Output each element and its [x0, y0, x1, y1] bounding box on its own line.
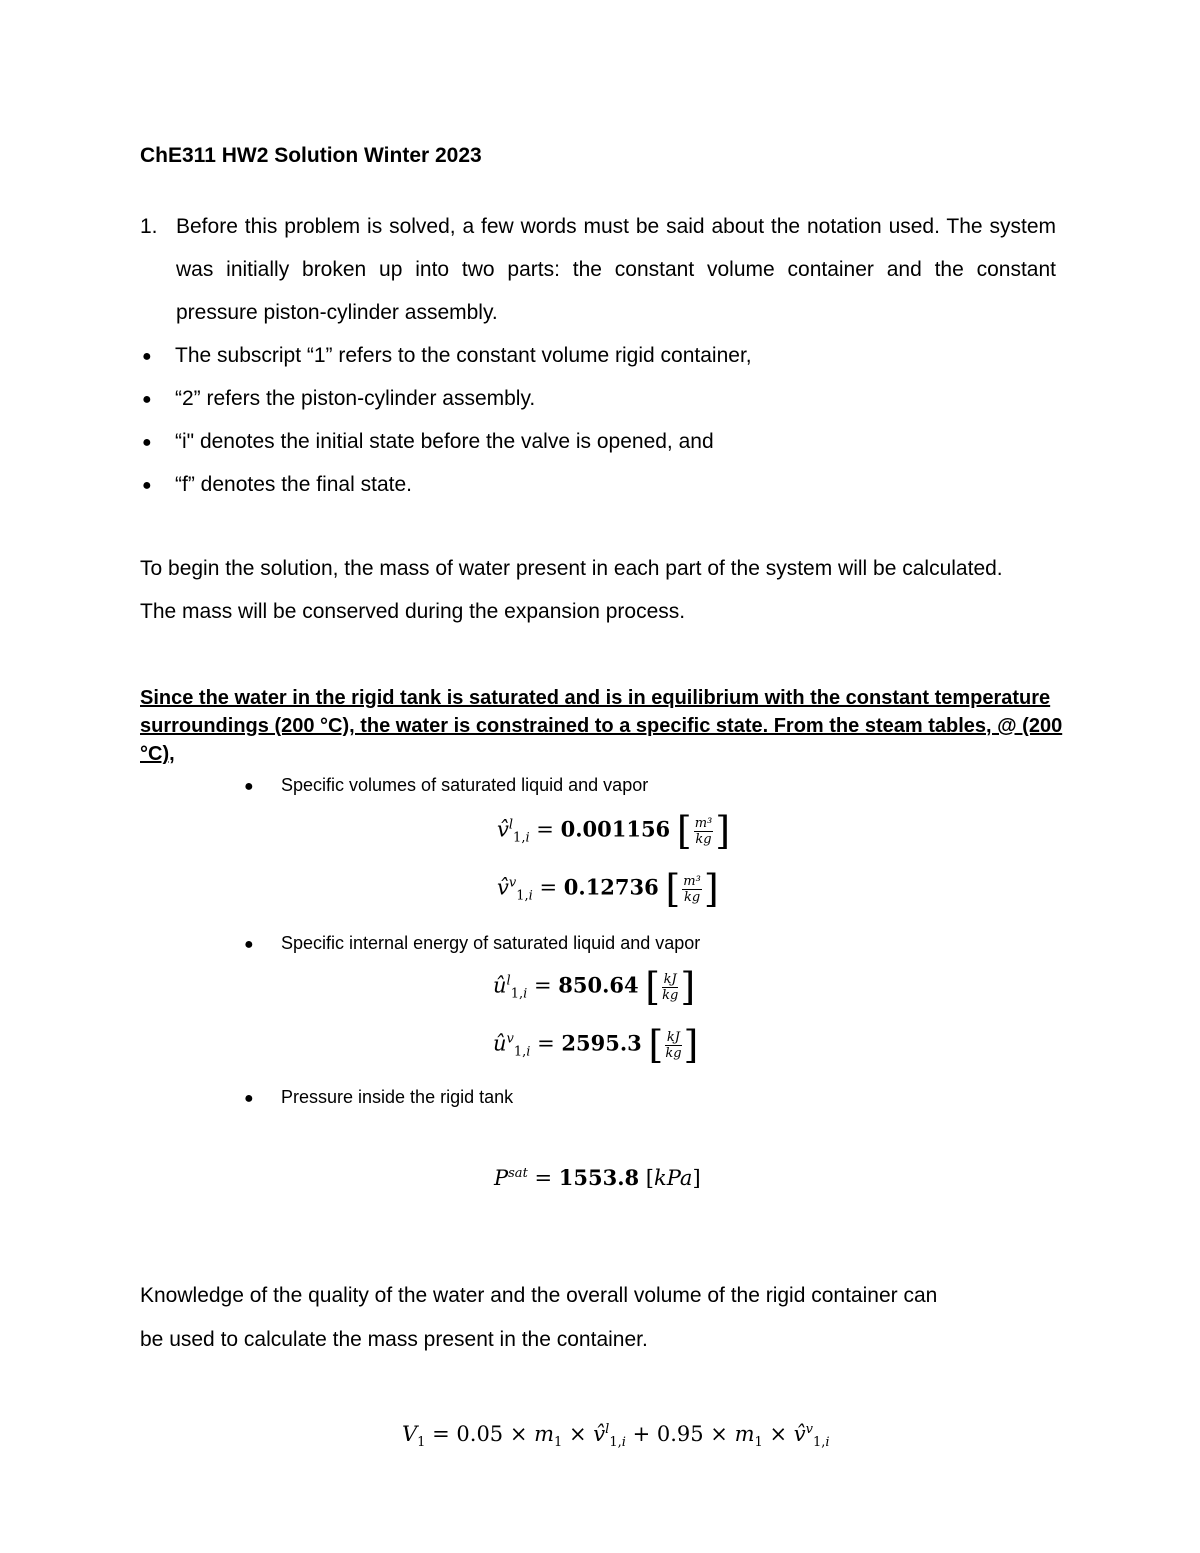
u-liquid-equation: û$^l_{1,i}$ = 850.64 [ $\frac{kJ}{kg}$ ]	[493, 965, 696, 1009]
unit-bottom: kg	[662, 987, 679, 1003]
pressure-equation: $P^{sat} = 1553.8$ [kPa]	[494, 1165, 701, 1190]
statement-line-3: °C),	[140, 743, 175, 765]
bullet-icon: ●	[244, 778, 254, 795]
bullet-icon: ●	[244, 936, 254, 953]
v-liquid-value: 0.001156	[560, 816, 671, 842]
energy-heading: Specific internal energy of saturated liquid and vapor	[281, 933, 701, 953]
bullet-icon: ●	[142, 348, 152, 365]
problem-line-2: was initially broken up into two parts: the constant volume container and the constant	[176, 258, 1056, 281]
document-title: ChE311 HW2 Solution Winter 2023	[140, 144, 482, 167]
intro-line-2: The mass will be conserved during the expansion process.	[140, 600, 686, 623]
notation-bullet: “2” refers the piston-cylinder assembly.	[175, 387, 536, 410]
bullet-icon: ●	[142, 434, 152, 451]
notation-bullet: “f” denotes the final state.	[175, 473, 412, 496]
bullet-icon: ●	[142, 391, 152, 408]
vapor-fraction: 0.95	[656, 1422, 704, 1446]
volume-equation: $V_1 = 0.05 \times m_1$ × v̂$^l_{1,i}$ + $0.95 \times m_1$ × v̂$^v_{1,i}$	[402, 1422, 830, 1451]
intro-line-1: To begin the solution, the mass of water present in each part of the system will be calculated.	[140, 557, 1003, 580]
pressure-unit: kPa	[654, 1166, 693, 1190]
u-vapor-value: 2595.3	[561, 1030, 642, 1056]
notation-bullet: “i" denotes the initial state before the valve is opened, and	[175, 430, 714, 453]
u-liquid-value: 850.64	[558, 972, 639, 998]
notation-bullet: The subscript “1” refers to the constant volume rigid container,	[175, 344, 752, 367]
unit-bottom: kg	[683, 889, 701, 905]
bullet-icon: ●	[142, 477, 152, 494]
knowledge-line-2: be used to calculate the mass present in the container.	[140, 1328, 648, 1351]
u-vapor-equation: û$^v_{1,i}$ = 2595.3 [ $\frac{kJ}{kg}$ ]	[493, 1023, 699, 1067]
bullet-icon: ●	[244, 1090, 254, 1107]
v-liquid-equation: v̂$^l_{1,i}$ = 0.001156 [ $\frac{\text{m³}}{kg}$ ]	[497, 809, 731, 853]
unit-top: kJ	[663, 971, 677, 987]
liquid-fraction: 0.05	[456, 1422, 504, 1446]
statement-line-2: surroundings (200 °C), the water is constrained to a specific state. From the steam tables, @ (200	[140, 715, 1063, 737]
statement-line-1: Since the water in the rigid tank is saturated and is in equilibrium with the constant temperature	[140, 687, 1051, 709]
pressure-heading: Pressure inside the rigid tank	[281, 1087, 514, 1107]
v-vapor-value: 0.12736	[563, 874, 659, 900]
v-vapor-equation: v̂$^v_{1,i}$ = 0.12736 [ $\frac{\text{m³}}{kg}$ ]	[497, 867, 719, 911]
problem-line-3: pressure piston-cylinder assembly.	[176, 301, 498, 324]
unit-top: m³	[694, 815, 713, 831]
problem-number: 1.	[140, 215, 158, 238]
volumes-heading: Specific volumes of saturated liquid and vapor	[281, 775, 649, 795]
unit-top: m³	[683, 873, 701, 889]
unit-top: kJ	[666, 1029, 680, 1045]
pressure-value: 1553.8	[558, 1165, 640, 1190]
unit-bottom: kg	[665, 1045, 682, 1061]
knowledge-line-1: Knowledge of the quality of the water and the overall volume of the rigid container can	[140, 1284, 938, 1307]
problem-line-1: Before this problem is solved, a few words must be said about the notation used. The system	[176, 215, 1056, 238]
unit-bottom: kg	[695, 831, 712, 847]
